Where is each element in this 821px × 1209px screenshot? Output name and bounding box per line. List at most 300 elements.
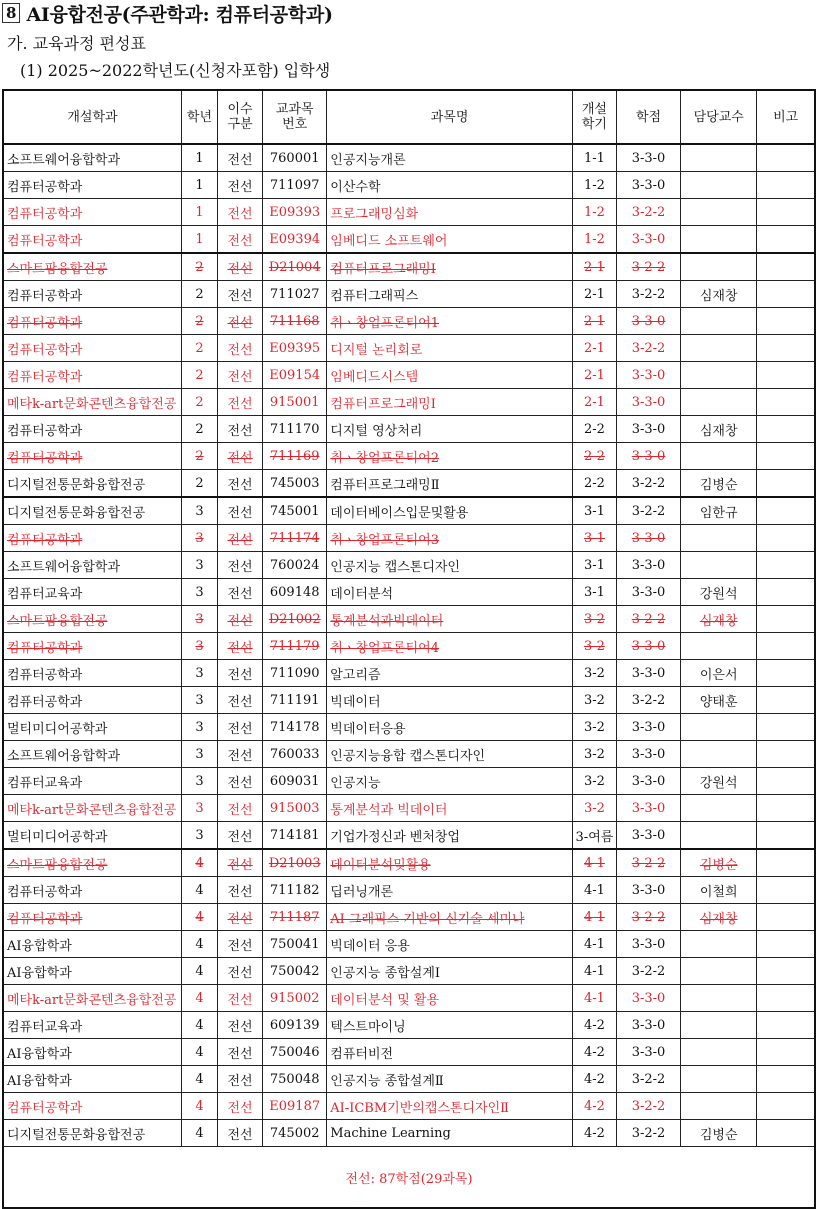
table-row: [3, 849, 815, 877]
cell-credit: 3-3-0: [616, 226, 680, 254]
cell-prof: [681, 633, 757, 660]
section-title: AI융합전공(주관학과: 컴퓨터공학과): [26, 3, 333, 26]
cell-code: 711182: [263, 877, 327, 904]
cell-type: 전선: [218, 470, 263, 498]
cell-type: 전선: [218, 497, 263, 525]
cell-prof: [681, 335, 757, 362]
cell-code: D21004: [263, 253, 327, 281]
cell-prof: 이철희: [681, 877, 757, 904]
cell-name: 데이터베이스입문및활용: [327, 497, 573, 525]
subheading-curriculum: 가. 교육과정 편성표: [7, 34, 146, 53]
cell-sem: 3-2: [572, 714, 616, 741]
table-row: [3, 144, 815, 172]
cell-dept: 컴퓨터공학과: [3, 633, 181, 660]
cell-prof: [681, 144, 757, 172]
cell-sem: 3-2: [572, 633, 616, 660]
cell-sem: 2-1: [572, 362, 616, 389]
cell-prof: 임한규: [681, 497, 757, 525]
table-row: [3, 281, 815, 308]
cell-type: 전선: [218, 389, 263, 416]
cell-prof: [681, 443, 757, 470]
cell-name: 컴퓨터그래픽스: [327, 281, 573, 308]
cell-code: 760033: [263, 741, 327, 768]
cell-sem: 3-1: [572, 579, 616, 606]
cell-prof: [681, 552, 757, 579]
cell-year: 3: [181, 552, 217, 579]
cell-dept: 컴퓨터공학과: [3, 199, 181, 226]
cell-note: [757, 144, 815, 172]
cell-year: 4: [181, 985, 217, 1012]
table-row: [3, 443, 815, 470]
cell-code: 714181: [263, 822, 327, 850]
cell-dept: 컴퓨터교육과: [3, 1012, 181, 1039]
cell-dept: 컴퓨터공학과: [3, 226, 181, 254]
cell-prof: [681, 1093, 757, 1120]
cell-sem: 3-2: [572, 687, 616, 714]
cell-name: 인공지능 종합설계Ⅰ: [327, 958, 573, 985]
cell-year: 2: [181, 335, 217, 362]
cell-code: 711097: [263, 172, 327, 199]
cell-credit: 3-2-2: [616, 687, 680, 714]
cell-credit: 3-3-0: [616, 416, 680, 443]
table-row: [3, 335, 815, 362]
cell-code: 711170: [263, 416, 327, 443]
cell-type: 전선: [218, 660, 263, 687]
table-row: [3, 714, 815, 741]
cell-sem: 1-1: [572, 144, 616, 172]
cell-year: 3: [181, 768, 217, 795]
section-number: 8: [2, 3, 20, 23]
cell-year: 1: [181, 144, 217, 172]
table-row: [3, 199, 815, 226]
cell-type: 전선: [218, 362, 263, 389]
cell-code: 745002: [263, 1120, 327, 1147]
cell-name: 인공지능융합 캡스톤디자인: [327, 741, 573, 768]
cell-credit: 3-3-0: [616, 552, 680, 579]
cell-note: [757, 795, 815, 822]
col-header-code: 교과목 번호: [263, 90, 327, 144]
cell-name: 디지털 논리회로: [327, 335, 573, 362]
cell-dept: 스마트팜융합전공: [3, 253, 181, 281]
col-header-type: 이수 구분: [218, 90, 263, 144]
cell-year: 2: [181, 308, 217, 335]
cell-prof: [681, 199, 757, 226]
table-row: [3, 958, 815, 985]
col-header-semester: 개설 학기: [572, 90, 616, 144]
cell-note: [757, 443, 815, 470]
cell-code: 745001: [263, 497, 327, 525]
cell-prof: [681, 822, 757, 850]
cell-prof: 심재창: [681, 281, 757, 308]
cell-code: 714178: [263, 714, 327, 741]
cell-credit: 3-3-0: [616, 633, 680, 660]
cell-code: D21002: [263, 606, 327, 633]
cell-sem: 4-2: [572, 1012, 616, 1039]
table-row: [3, 931, 815, 958]
cell-type: 전선: [218, 985, 263, 1012]
table-row: [3, 416, 815, 443]
cell-code: 711169: [263, 443, 327, 470]
cell-sem: 2-2: [572, 470, 616, 498]
cell-note: [757, 281, 815, 308]
cell-prof: [681, 1066, 757, 1093]
cell-name: 취ㆍ창업프론티어2: [327, 443, 573, 470]
cell-year: 4: [181, 877, 217, 904]
cell-credit: 3-2-2: [616, 1066, 680, 1093]
cell-note: [757, 985, 815, 1012]
cell-type: 전선: [218, 253, 263, 281]
cell-credit: 3-2-2: [616, 253, 680, 281]
cell-sem: 4-1: [572, 985, 616, 1012]
cell-credit: 3-3-0: [616, 1039, 680, 1066]
cell-name: Machine Learning: [327, 1120, 573, 1147]
cell-note: [757, 958, 815, 985]
cell-type: 전선: [218, 1039, 263, 1066]
cell-name: 인공지능: [327, 768, 573, 795]
cell-note: [757, 308, 815, 335]
cell-year: 3: [181, 606, 217, 633]
cell-prof: [681, 958, 757, 985]
cell-sem: 4-1: [572, 931, 616, 958]
cell-dept: 컴퓨터공학과: [3, 687, 181, 714]
cell-type: 전선: [218, 1066, 263, 1093]
cell-type: 전선: [218, 958, 263, 985]
cell-year: 4: [181, 1093, 217, 1120]
cell-prof: 김병순: [681, 470, 757, 498]
cell-code: 750042: [263, 958, 327, 985]
cell-sem: 4-1: [572, 958, 616, 985]
cell-dept: 컴퓨터공학과: [3, 877, 181, 904]
cell-type: 전선: [218, 1120, 263, 1147]
cell-credit: 3-3-0: [616, 985, 680, 1012]
cell-credit: 3-3-0: [616, 362, 680, 389]
cell-sem: 4-2: [572, 1120, 616, 1147]
table-row: [3, 172, 815, 199]
cell-name: 빅데이터 응용: [327, 931, 573, 958]
cell-dept: 메타k-art문화콘텐츠융합전공: [3, 389, 181, 416]
cell-dept: 컴퓨터공학과: [3, 1093, 181, 1120]
cell-code: 711191: [263, 687, 327, 714]
cell-code: 750041: [263, 931, 327, 958]
cell-credit: 3-3-0: [616, 308, 680, 335]
cell-dept: 컴퓨터공학과: [3, 281, 181, 308]
cell-type: 전선: [218, 552, 263, 579]
cell-type: 전선: [218, 795, 263, 822]
cell-credit: 3-3-0: [616, 443, 680, 470]
cell-prof: 양태훈: [681, 687, 757, 714]
table-row: [3, 579, 815, 606]
cell-year: 2: [181, 416, 217, 443]
cell-dept: 컴퓨터공학과: [3, 660, 181, 687]
cell-sem: 1-2: [572, 172, 616, 199]
cell-credit: 3-2-2: [616, 1120, 680, 1147]
cell-name: 이산수학: [327, 172, 573, 199]
cell-sem: 2-1: [572, 281, 616, 308]
cell-type: 전선: [218, 579, 263, 606]
cell-name: 인공지능 종합설계Ⅱ: [327, 1066, 573, 1093]
cell-dept: 디지털전통문화융합전공: [3, 470, 181, 498]
cell-sem: 1-2: [572, 226, 616, 254]
cell-dept: 컴퓨터공학과: [3, 525, 181, 552]
table-row: [3, 1012, 815, 1039]
cell-note: [757, 1093, 815, 1120]
cell-type: 전선: [218, 606, 263, 633]
cell-prof: 강원석: [681, 768, 757, 795]
cell-credit: 3-3-0: [616, 389, 680, 416]
table-row: [3, 389, 815, 416]
cell-code: 711187: [263, 904, 327, 931]
cell-name: 데이터분석: [327, 579, 573, 606]
table-row: [3, 687, 815, 714]
cell-note: [757, 389, 815, 416]
cell-note: [757, 931, 815, 958]
cell-sem: 2-1: [572, 308, 616, 335]
cell-year: 3: [181, 525, 217, 552]
cell-name: 취ㆍ창업프론티어3: [327, 525, 573, 552]
cell-name: 임베디드시스템: [327, 362, 573, 389]
cell-dept: 컴퓨터교육과: [3, 768, 181, 795]
table-row: [3, 606, 815, 633]
cell-note: [757, 1120, 815, 1147]
cell-name: 인공지능 캡스톤디자인: [327, 552, 573, 579]
cell-year: 3: [181, 714, 217, 741]
table-row: [3, 226, 815, 254]
col-header-year: 학년: [181, 90, 217, 144]
cell-credit: 3-2-2: [616, 1093, 680, 1120]
cell-sem: 3-2: [572, 768, 616, 795]
col-header-note: 비고: [757, 90, 815, 144]
cell-credit: 3-3-0: [616, 144, 680, 172]
cell-credit: 3-2-2: [616, 470, 680, 498]
cell-credit: 3-3-0: [616, 768, 680, 795]
cell-sem: 4-1: [572, 877, 616, 904]
cell-code: 760001: [263, 144, 327, 172]
cell-name: 프로그래밍심화: [327, 199, 573, 226]
cell-type: 전선: [218, 849, 263, 877]
cell-note: [757, 199, 815, 226]
cell-prof: 김병순: [681, 1120, 757, 1147]
table-row: [3, 660, 815, 687]
cell-prof: [681, 985, 757, 1012]
cell-year: 3: [181, 579, 217, 606]
cell-dept: AI융합학과: [3, 958, 181, 985]
cell-credit: 3-3-0: [616, 1012, 680, 1039]
cell-year: 4: [181, 1120, 217, 1147]
cell-prof: [681, 389, 757, 416]
col-header-name: 과목명: [327, 90, 573, 144]
cell-year: 1: [181, 172, 217, 199]
cell-note: [757, 253, 815, 281]
cell-year: 4: [181, 849, 217, 877]
cell-note: [757, 687, 815, 714]
cell-type: 전선: [218, 1012, 263, 1039]
cell-note: [757, 660, 815, 687]
cell-name: 통계분석과빅데이터: [327, 606, 573, 633]
cell-type: 전선: [218, 768, 263, 795]
cell-type: 전선: [218, 877, 263, 904]
cell-prof: [681, 931, 757, 958]
cell-credit: 3-3-0: [616, 877, 680, 904]
cell-type: 전선: [218, 144, 263, 172]
cell-dept: 디지털전통문화융합전공: [3, 497, 181, 525]
cell-prof: [681, 1039, 757, 1066]
cell-dept: 컴퓨터공학과: [3, 416, 181, 443]
cell-note: [757, 1012, 815, 1039]
cell-type: 전선: [218, 281, 263, 308]
cell-code: 915001: [263, 389, 327, 416]
cell-sem: 4-2: [572, 1039, 616, 1066]
cell-year: 3: [181, 497, 217, 525]
cell-code: E09394: [263, 226, 327, 254]
cell-sem: 4-2: [572, 1093, 616, 1120]
cell-credit: 3-2-2: [616, 849, 680, 877]
cell-code: E09154: [263, 362, 327, 389]
cell-code: 609031: [263, 768, 327, 795]
cell-type: 전선: [218, 308, 263, 335]
table-row: [3, 795, 815, 822]
cell-note: [757, 335, 815, 362]
cell-sem: 2-1: [572, 335, 616, 362]
cell-name: 빅데이터응용: [327, 714, 573, 741]
subheading-cohort: (1) 2025~2022학년도(신청자포함) 입학생: [20, 61, 331, 80]
cell-code: 915003: [263, 795, 327, 822]
cell-name: 텍스트마이닝: [327, 1012, 573, 1039]
cell-code: 609139: [263, 1012, 327, 1039]
cell-name: 빅데이터: [327, 687, 573, 714]
cell-type: 전선: [218, 226, 263, 254]
cell-credit: 3-3-0: [616, 660, 680, 687]
cell-type: 전선: [218, 172, 263, 199]
cell-credit: 3-3-0: [616, 172, 680, 199]
table-row: [3, 822, 815, 850]
cell-note: [757, 877, 815, 904]
cell-note: [757, 172, 815, 199]
cell-year: 2: [181, 389, 217, 416]
cell-credit: 3-2-2: [616, 958, 680, 985]
cell-prof: [681, 226, 757, 254]
cell-note: [757, 822, 815, 850]
cell-sem: 3-2: [572, 660, 616, 687]
table-row: [3, 497, 815, 525]
cell-credit: 3-3-0: [616, 931, 680, 958]
cell-type: 전선: [218, 199, 263, 226]
cell-note: [757, 904, 815, 931]
col-header-credit: 학점: [616, 90, 680, 144]
cell-prof: [681, 741, 757, 768]
cell-credit: 3-3-0: [616, 741, 680, 768]
table-body: [3, 144, 815, 1147]
table-row: [3, 1120, 815, 1147]
cell-name: 임베디드 소프트웨어: [327, 226, 573, 254]
cell-code: 711168: [263, 308, 327, 335]
cell-prof: 이은서: [681, 660, 757, 687]
cell-note: [757, 606, 815, 633]
table-row: [3, 904, 815, 931]
cell-sem: 1-2: [572, 199, 616, 226]
cell-credit: 3-3-0: [616, 822, 680, 850]
cell-name: 컴퓨터프로그래밍Ⅰ: [327, 253, 573, 281]
cell-type: 전선: [218, 687, 263, 714]
table-row: [3, 633, 815, 660]
cell-note: [757, 226, 815, 254]
table-row: [3, 308, 815, 335]
cell-prof: [681, 795, 757, 822]
cell-type: 전선: [218, 822, 263, 850]
cell-credit: 3-3-0: [616, 795, 680, 822]
cell-dept: 컴퓨터교육과: [3, 579, 181, 606]
cell-name: 인공지능개론: [327, 144, 573, 172]
cell-prof: 심재창: [681, 904, 757, 931]
cell-code: 760024: [263, 552, 327, 579]
cell-note: [757, 741, 815, 768]
cell-code: 745003: [263, 470, 327, 498]
cell-type: 전선: [218, 904, 263, 931]
cell-dept: 컴퓨터공학과: [3, 362, 181, 389]
cell-note: [757, 768, 815, 795]
cell-prof: 심재창: [681, 606, 757, 633]
cell-dept: AI융합학과: [3, 1066, 181, 1093]
table-row: [3, 1093, 815, 1120]
cell-sem: 3-2: [572, 795, 616, 822]
cell-note: [757, 552, 815, 579]
cell-prof: 강원석: [681, 579, 757, 606]
table-row: [3, 552, 815, 579]
cell-year: 2: [181, 443, 217, 470]
cell-prof: [681, 253, 757, 281]
cell-note: [757, 497, 815, 525]
cell-dept: 소프트웨어융합학과: [3, 552, 181, 579]
cell-dept: 스마트팜융합전공: [3, 606, 181, 633]
cell-credit: 3-2-2: [616, 199, 680, 226]
cell-dept: 스마트팜융합전공: [3, 849, 181, 877]
cell-dept: 컴퓨터공학과: [3, 443, 181, 470]
cell-note: [757, 416, 815, 443]
cell-year: 1: [181, 226, 217, 254]
table-header-row: [3, 90, 815, 144]
cell-code: 711027: [263, 281, 327, 308]
cell-prof: [681, 172, 757, 199]
cell-sem: 3-1: [572, 525, 616, 552]
cell-dept: 메타k-art문화콘텐츠융합전공: [3, 985, 181, 1012]
cell-type: 전선: [218, 1093, 263, 1120]
cell-year: 2: [181, 470, 217, 498]
cell-name: 디지털 영상처리: [327, 416, 573, 443]
document-heading: [2, 0, 333, 26]
cell-code: E09393: [263, 199, 327, 226]
cell-credit: 3-3-0: [616, 714, 680, 741]
cell-year: 4: [181, 931, 217, 958]
cell-sem: 3-2: [572, 606, 616, 633]
cell-name: 알고리즘: [327, 660, 573, 687]
cell-prof: 김병순: [681, 849, 757, 877]
cell-name: 컴퓨터프로그래밍Ⅱ: [327, 470, 573, 498]
cell-sem: 3-1: [572, 497, 616, 525]
table-row: [3, 768, 815, 795]
cell-note: [757, 633, 815, 660]
cell-name: AI-ICBM기반의캡스톤디자인Ⅱ: [327, 1093, 573, 1120]
table-row: [3, 362, 815, 389]
cell-code: D21003: [263, 849, 327, 877]
cell-code: 609148: [263, 579, 327, 606]
cell-note: [757, 1039, 815, 1066]
cell-dept: AI융합학과: [3, 931, 181, 958]
curriculum-table: [2, 89, 816, 1209]
cell-sem: 3-2: [572, 741, 616, 768]
cell-sem: 2-2: [572, 416, 616, 443]
table-row: [3, 1066, 815, 1093]
cell-note: [757, 714, 815, 741]
cell-year: 2: [181, 253, 217, 281]
